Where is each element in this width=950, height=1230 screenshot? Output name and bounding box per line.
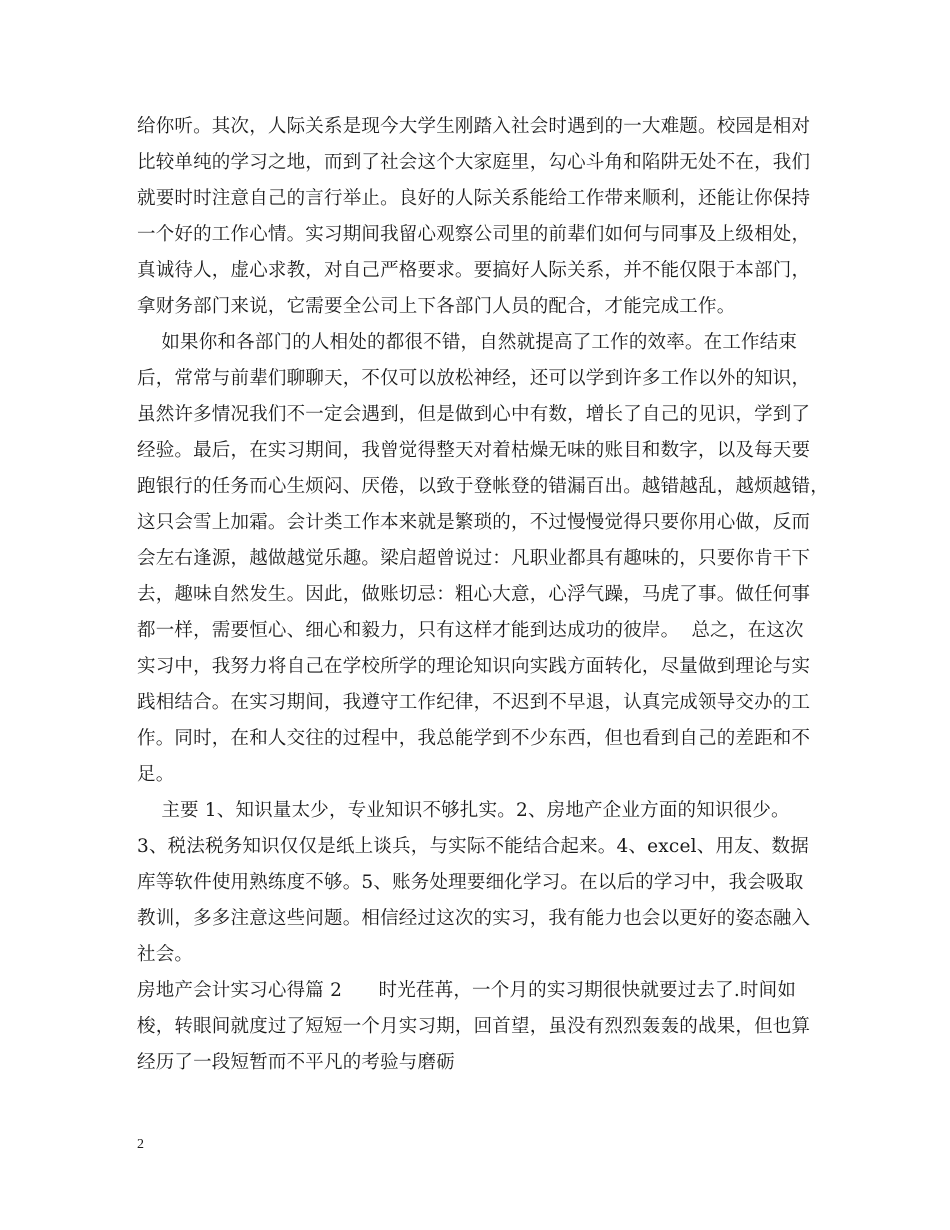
- text-line: 会左右逢源，越做越觉乐趣。梁启超曾说过：凡职业都具有趣味的，只要你肯干下: [137, 548, 811, 569]
- text-line: 跑银行的任务而心生烦闷、厌倦，以致于登帐登的错漏百出。越错越乱，越烦越错，: [137, 476, 829, 497]
- text-line: 一个好的工作心情。实习期间我留心观察公司里的前辈们如何与同事及上级相处，: [137, 224, 811, 245]
- text-line: 去，趣味自然发生。因此，做账切忌：粗心大意，心浮气躁，马虎了事。做任何事: [137, 584, 811, 605]
- page-number: 2: [137, 1137, 144, 1152]
- text-line: 就要时时注意自己的言行举止。良好的人际关系能给工作带来顺利，还能让你保持: [137, 188, 811, 209]
- text-line: 3、税法税务知识仅仅是纸上谈兵，与实际不能结合起来。4、excel、用友、数据: [137, 836, 809, 857]
- text-line: 足。: [137, 764, 175, 785]
- text-line: 社会。: [137, 944, 194, 965]
- text-line: 如果你和各部门的人相处的都很不错，自然就提高了工作的效率。在工作结束: [137, 332, 798, 353]
- text-line: 主要 1、知识量太少，专业知识不够扎实。2、房地产企业方面的知识很少。: [137, 800, 790, 821]
- text-line: 房地产会计实习心得篇 2 时光荏苒，一个月的实习期很快就要过去了.时间如: [137, 980, 797, 1001]
- text-line: 比较单纯的学习之地，而到了社会这个大家庭里，勾心斗角和陷阱无处不在，我们: [137, 152, 811, 173]
- text-line: 库等软件使用熟练度不够。5、账务处理要细化学习。在以后的学习中，我会吸取: [137, 872, 804, 893]
- text-line: 经验。最后，在实习期间，我曾觉得整天对着枯燥无味的账目和数字，以及每天要: [137, 440, 811, 461]
- text-line: 作。同时，在和人交往的过程中，我总能学到不少东西，但也看到自己的差距和不: [137, 728, 811, 749]
- text-line: 真诚待人，虚心求教，对自己严格要求。要搞好人际关系，并不能仅限于本部门，: [137, 260, 811, 281]
- text-line: 梭，转眼间就度过了短短一个月实习期，回首望，虽没有烈烈轰轰的战果，但也算: [137, 1016, 811, 1037]
- text-line: 经历了一段短暂而不平凡的考验与磨砺: [137, 1052, 455, 1073]
- text-line: 都一样，需要恒心、细心和毅力，只有这样才能到达成功的彼岸。 总之，在这次: [137, 620, 804, 641]
- text-line: 拿财务部门来说，它需要全公司上下各部门人员的配合，才能完成工作。: [137, 296, 736, 317]
- text-line: 践相结合。在实习期间，我遵守工作纪律，不迟到不早退，认真完成领导交办的工: [137, 692, 811, 713]
- text-line: 这只会雪上加霜。会计类工作本来就是繁琐的，不过慢慢觉得只要你用心做，反而: [137, 512, 811, 533]
- text-line: 给你听。其次，人际关系是现今大学生刚踏入社会时遇到的一大难题。校园是相对: [137, 116, 811, 137]
- text-line: 虽然许多情况我们不一定会遇到，但是做到心中有数，增长了自己的见识，学到了: [137, 404, 811, 425]
- text-line: 教训，多多注意这些问题。相信经过这次的实习，我有能力也会以更好的姿态融入: [137, 908, 811, 929]
- text-line: 实习中，我努力将自己在学校所学的理论知识向实践方面转化，尽量做到理论与实: [137, 656, 811, 677]
- text-line: 后，常常与前辈们聊聊天，不仅可以放松神经，还可以学到许多工作以外的知识，: [137, 368, 811, 389]
